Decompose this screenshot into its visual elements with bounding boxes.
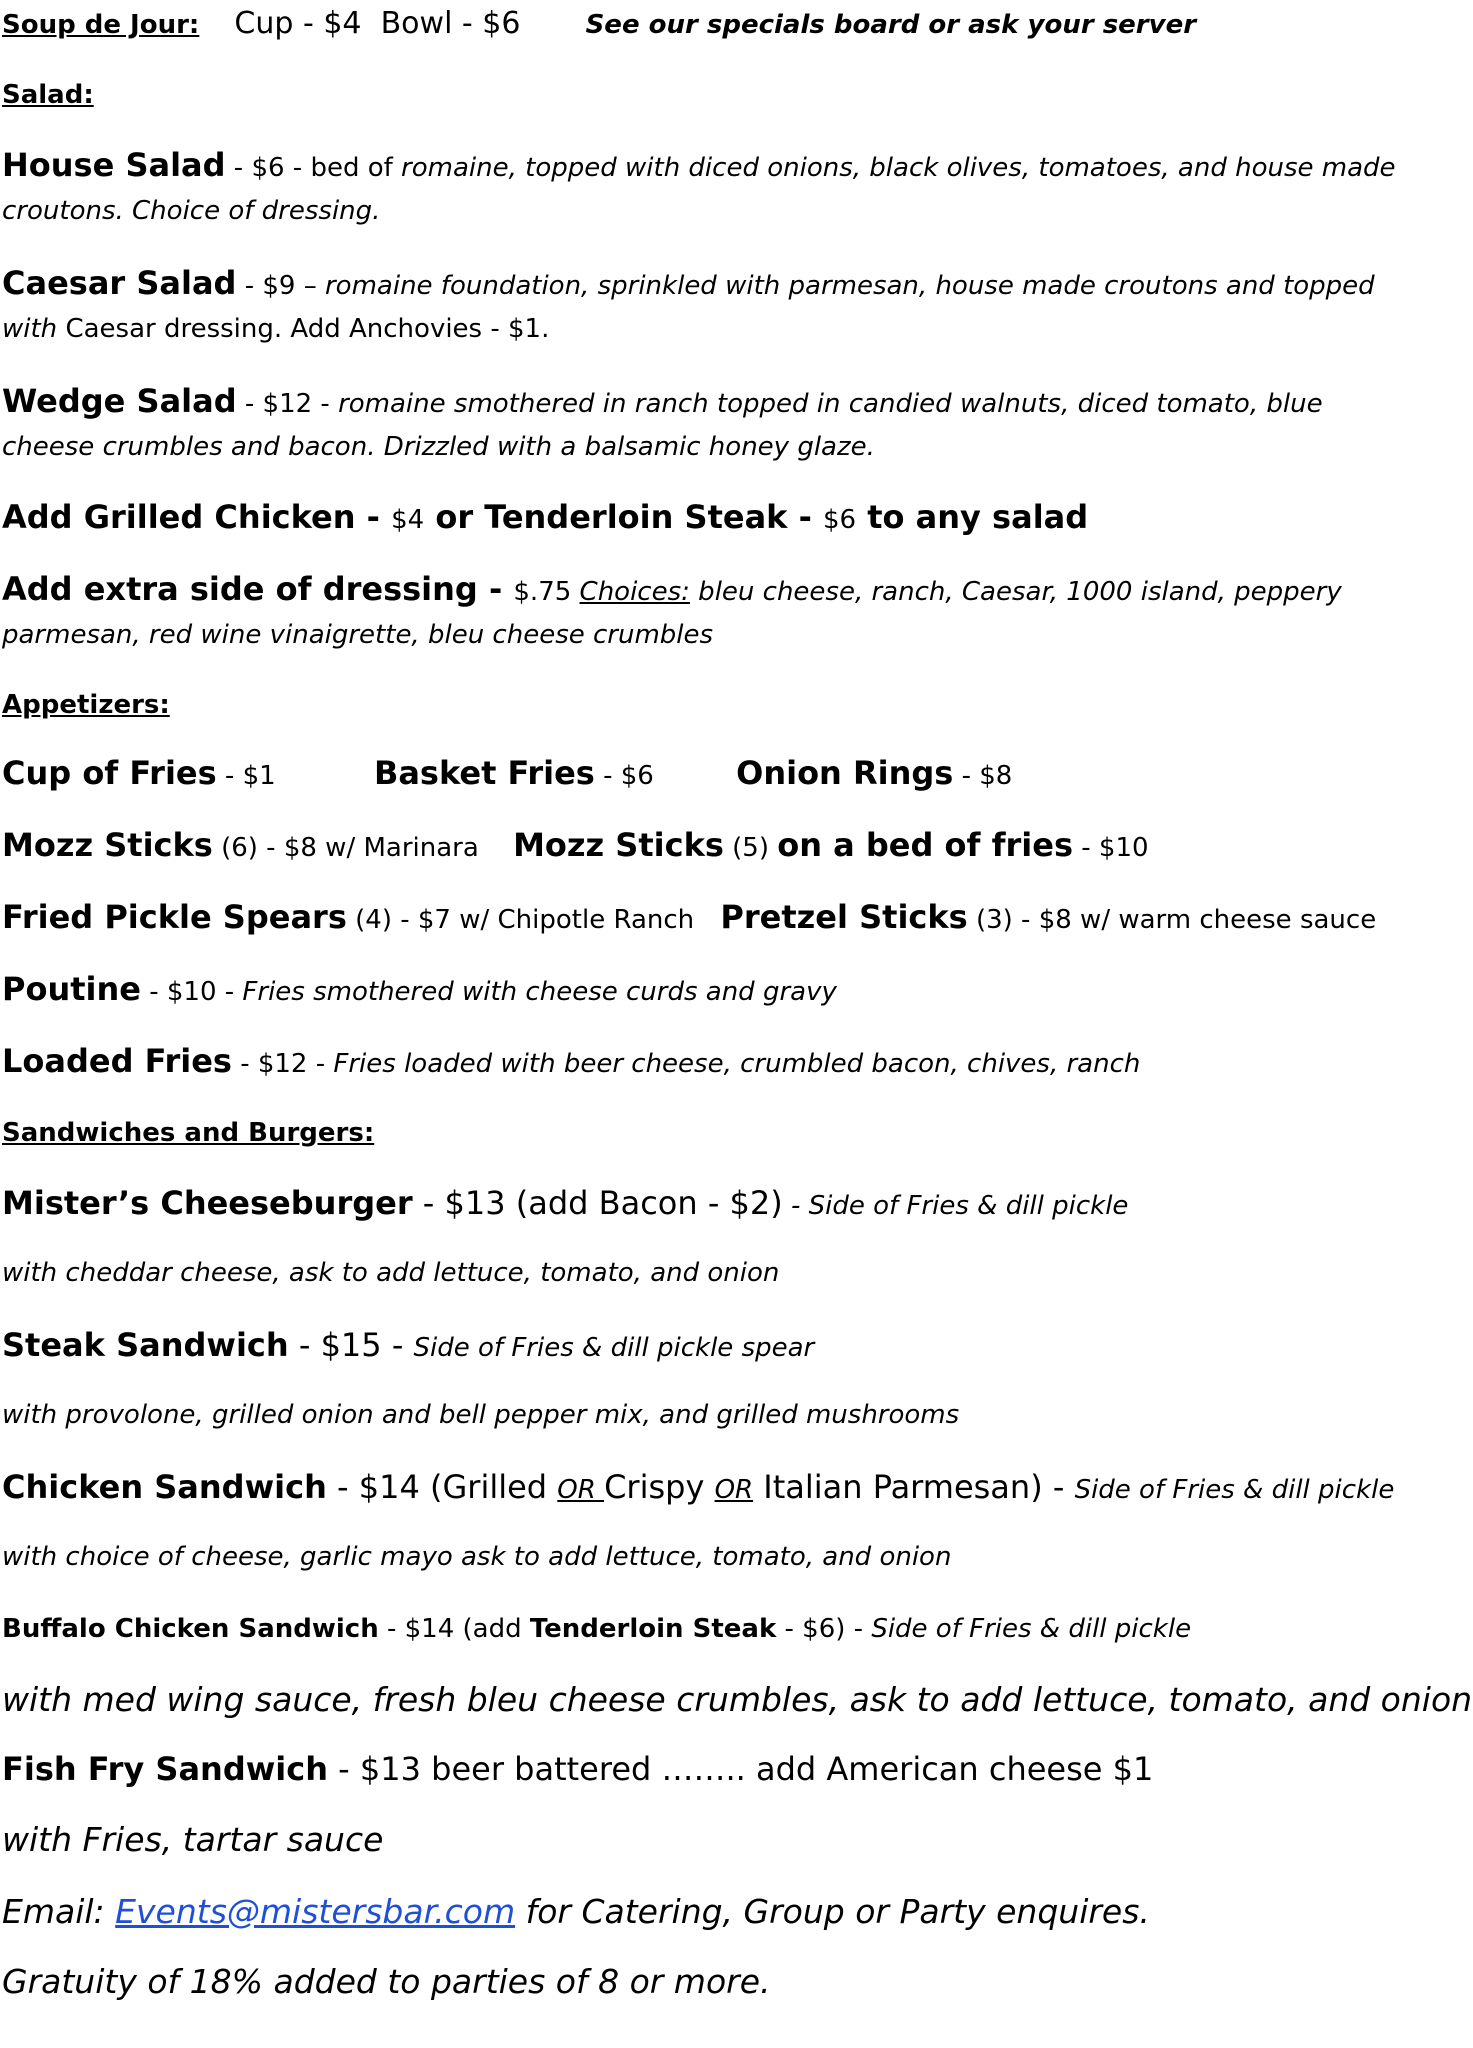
loaded-fries-row (2, 1042, 1140, 1080)
sandwiches-heading-line (2, 1118, 374, 1148)
salad-heading-line (2, 80, 94, 110)
dressing-choices1: bleu cheese, ranch, Caesar, 1000 island, peppery (689, 577, 1342, 607)
buffalo-side: Side of Fries & dill pickle (871, 1614, 1192, 1644)
buffalo-price-b: - $6) - (776, 1614, 872, 1644)
soup-note: See our specials board or ask your server (585, 10, 1197, 40)
house-salad-line1 (2, 146, 1396, 184)
addon-steak: or Tenderloin Steak - (424, 498, 824, 536)
poutine-row (2, 970, 837, 1008)
soup-line (2, 6, 1196, 41)
poutine-desc: Fries smothered with cheese curds and gravy (242, 977, 837, 1007)
pickle-pretzel-row (2, 898, 1376, 936)
cheeseburger-price: - $13 (add Bacon - $2) (412, 1184, 783, 1222)
wedge-salad-line2: cheese crumbles and bacon. Drizzled with a balsamic honey glaze. (2, 432, 875, 462)
caesar-salad-desc2b: Caesar dressing. Add Anchovies - $1. (65, 314, 550, 344)
dressing-label: Add extra side of dressing - (2, 570, 514, 608)
appetizers-heading: Appetizers: (2, 690, 170, 720)
chicken-side: Side of Fries & dill pickle (1074, 1475, 1395, 1505)
mozz2-name: Mozz Sticks (513, 826, 724, 864)
chicken-sandwich-name: Chicken Sandwich (2, 1468, 327, 1506)
mozz2-bold: on a bed of fries (777, 826, 1074, 864)
mozz1-detail: (6) - $8 w/ Marinara (212, 833, 479, 863)
dressing-choices-label: Choices: (579, 577, 690, 607)
cheeseburger-name: Mister’s Cheeseburger (2, 1184, 413, 1222)
house-salad-line2: croutons. Choice of dressing. (2, 196, 381, 226)
chicken-price-a: - $14 (Grilled (326, 1468, 558, 1506)
basket-fries-price: - $6 (594, 761, 654, 791)
appetizers-row1 (2, 754, 1012, 792)
cup-of-fries-price: - $1 (216, 761, 276, 791)
pickle-name: Fried Pickle Spears (2, 898, 347, 936)
fish-fry-line2: with Fries, tartar sauce (2, 1820, 384, 1859)
poutine-price: - $10 - (140, 977, 243, 1007)
salad-heading: Salad: (2, 80, 94, 110)
steak-sandwich-price: - $15 - (288, 1326, 414, 1364)
steak-sandwich-line1 (2, 1326, 814, 1364)
dressing-price: $.75 (513, 577, 580, 607)
cup-of-fries-name: Cup of Fries (2, 754, 217, 792)
basket-fries-name: Basket Fries (373, 754, 595, 792)
email-rest: for Catering, Group or Party enquires. (515, 1892, 1150, 1931)
house-salad-price: - $6 - bed of (225, 153, 402, 183)
chicken-mid: Crispy (604, 1468, 715, 1506)
chicken-or1: OR (557, 1475, 605, 1505)
addon-suffix: to any salad (856, 498, 1089, 536)
fish-fry-name: Fish Fry Sandwich (2, 1750, 328, 1788)
caesar-salad-line2 (2, 314, 549, 344)
loaded-fries-price: - $12 - (231, 1049, 334, 1079)
caesar-salad-line1 (2, 264, 1375, 302)
mozz1-name: Mozz Sticks (2, 826, 213, 864)
email-link[interactable]: Events@mistersbar.com (115, 1892, 516, 1931)
cheeseburger-line1 (2, 1184, 1128, 1222)
gratuity-line: Gratuity of 18% added to parties of 8 or more. (2, 1962, 771, 2001)
buffalo-line1 (2, 1614, 1191, 1644)
dressing-line2: parmesan, red wine vinaigrette, bleu cheese crumbles (2, 620, 714, 650)
loaded-fries-desc: Fries loaded with beer cheese, crumbled bacon, chives, ranch (333, 1049, 1141, 1079)
house-salad-name: House Salad (2, 146, 226, 184)
mozz2-price: - $10 (1073, 833, 1149, 863)
onion-rings-price: - $8 (953, 761, 1013, 791)
cheeseburger-side: - Side of Fries & dill pickle (782, 1191, 1129, 1221)
soup-heading: Soup de Jour: (2, 10, 200, 40)
soup-bowl: Bowl - $6 (380, 6, 521, 41)
steak-sandwich-name: Steak Sandwich (2, 1326, 289, 1364)
email-line (2, 1892, 1150, 1931)
dressing-line1 (2, 570, 1342, 608)
soup-cup: Cup - $4 (234, 6, 362, 41)
addon-chicken-price: $4 (391, 505, 425, 535)
chicken-sandwich-line1 (2, 1468, 1394, 1506)
wedge-salad-line1 (2, 382, 1323, 420)
chicken-price-b: Italian Parmesan) - (753, 1468, 1075, 1506)
appetizers-heading-line (2, 690, 170, 720)
mozz-row (2, 826, 1149, 864)
addon-steak-price: $6 (823, 505, 857, 535)
addon-chicken: Add Grilled Chicken - (2, 498, 392, 536)
wedge-salad-name: Wedge Salad (2, 382, 237, 420)
wedge-salad-price: - $12 - (236, 389, 339, 419)
pretzel-detail: (3) - $8 w/ warm cheese sauce (967, 905, 1377, 935)
buffalo-line2: with med wing sauce, fresh bleu cheese crumbles, ask to add lettuce, tomato, and onion (2, 1680, 1473, 1719)
buffalo-price-a: - $14 (add (378, 1614, 530, 1644)
cheeseburger-line2: with cheddar cheese, ask to add lettuce, tomato, and onion (2, 1258, 780, 1288)
pickle-detail: (4) - $7 w/ Chipotle Ranch (346, 905, 695, 935)
buffalo-name: Buffalo Chicken Sandwich (2, 1614, 379, 1644)
caesar-salad-price: - $9 – (236, 271, 325, 301)
buffalo-steak: Tenderloin Steak (529, 1614, 777, 1644)
chicken-or2: OR (714, 1475, 754, 1505)
fish-fry-price: - $13 beer battered …….. add American cheese $1 (328, 1750, 1154, 1788)
house-salad-desc1: romaine, topped with diced onions, black olives, tomatoes, and house made (401, 153, 1396, 183)
onion-rings-name: Onion Rings (736, 754, 954, 792)
wedge-salad-desc1: romaine smothered in ranch topped in candied walnuts, diced tomato, blue (338, 389, 1323, 419)
pretzel-name: Pretzel Sticks (720, 898, 968, 936)
steak-sandwich-line2: with provolone, grilled onion and bell pepper mix, and grilled mushrooms (2, 1400, 960, 1430)
chicken-sandwich-line2: with choice of cheese, garlic mayo ask to add lettuce, tomato, and onion (2, 1542, 952, 1572)
salad-addons-line (2, 498, 1088, 536)
loaded-fries-name: Loaded Fries (2, 1042, 232, 1080)
caesar-salad-desc2a: with (2, 314, 66, 344)
steak-sandwich-side: Side of Fries & dill pickle spear (413, 1333, 815, 1363)
caesar-salad-desc1: romaine foundation, sprinkled with parmesan, house made croutons and topped (324, 271, 1375, 301)
sandwiches-heading: Sandwiches and Burgers: (2, 1118, 375, 1148)
mozz2-count: (5) (723, 833, 778, 863)
email-label: Email: (2, 1892, 116, 1931)
caesar-salad-name: Caesar Salad (2, 264, 237, 302)
poutine-name: Poutine (2, 970, 141, 1008)
fish-fry-line1 (2, 1750, 1153, 1788)
